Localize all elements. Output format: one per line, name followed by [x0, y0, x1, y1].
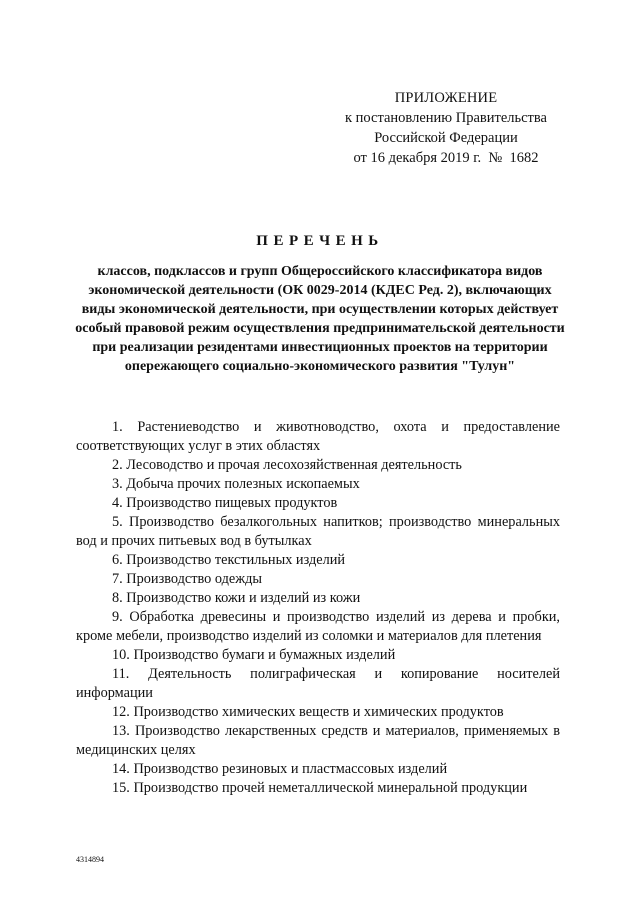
list-item: 10. Производство бумаги и бумажных изделий: [112, 647, 396, 663]
appendix-heading: ПРИЛОЖЕНИЕ: [394, 90, 498, 106]
list-item: 13. Производство лекарственных средств и материалов, применяемых в медицинских целях: [76, 723, 560, 758]
list-item: 4. Производство пищевых продуктов: [112, 495, 338, 511]
list-item: 1. Растениеводство и животноводство, охота и предоставление соответствующих услуг в этих областях: [76, 419, 560, 454]
classifier-list: [76, 418, 560, 798]
appendix-block: [330, 88, 562, 168]
list-item: 7. Производство одежды: [112, 571, 262, 587]
list-item: 6. Производство текстильных изделий: [112, 552, 346, 568]
list-item: 3. Добыча прочих полезных ископаемых: [112, 476, 360, 492]
appendix-line-2: Российской Федерации: [374, 130, 518, 146]
list-subtitle: классов, подклассов и групп Общероссийского классификатора видов экономической деятельности (ОК 0029-2014 (КДЕС Ред. 2), включающих виды экономической деятельности, при осуществлении которых действует особый правовой режим осуществления предпринимательской деятельности при реализации резидентами инвестиционных проектов на территории опережающего социально-экономического развития "Тулун": [75, 264, 565, 374]
list-item: 15. Производство прочей неметаллической минеральной продукции: [112, 780, 528, 796]
appendix-line-1: к постановлению Правительства: [345, 110, 547, 126]
list-item: 11. Деятельность полиграфическая и копирование носителей информации: [76, 666, 560, 701]
list-item: 9. Обработка древесины и производство изделий из дерева и пробки, кроме мебели, производство изделий из соломки и материалов для плетения: [76, 609, 560, 644]
document-number: 4314894: [76, 855, 104, 864]
list-title: ПЕРЕЧЕНЬ: [256, 233, 384, 249]
list-item: 12. Производство химических веществ и химических продуктов: [112, 704, 504, 720]
list-item: 2. Лесоводство и прочая лесохозяйственная деятельность: [112, 457, 462, 473]
list-item: 14. Производство резиновых и пластмассовых изделий: [112, 761, 448, 777]
list-item: 5. Производство безалкогольных напитков; производство минеральных вод и прочих питьевых вод в бутылках: [76, 514, 560, 549]
appendix-line-3: от 16 декабря 2019 г. № 1682: [353, 150, 539, 166]
list-item: 8. Производство кожи и изделий из кожи: [112, 590, 361, 606]
